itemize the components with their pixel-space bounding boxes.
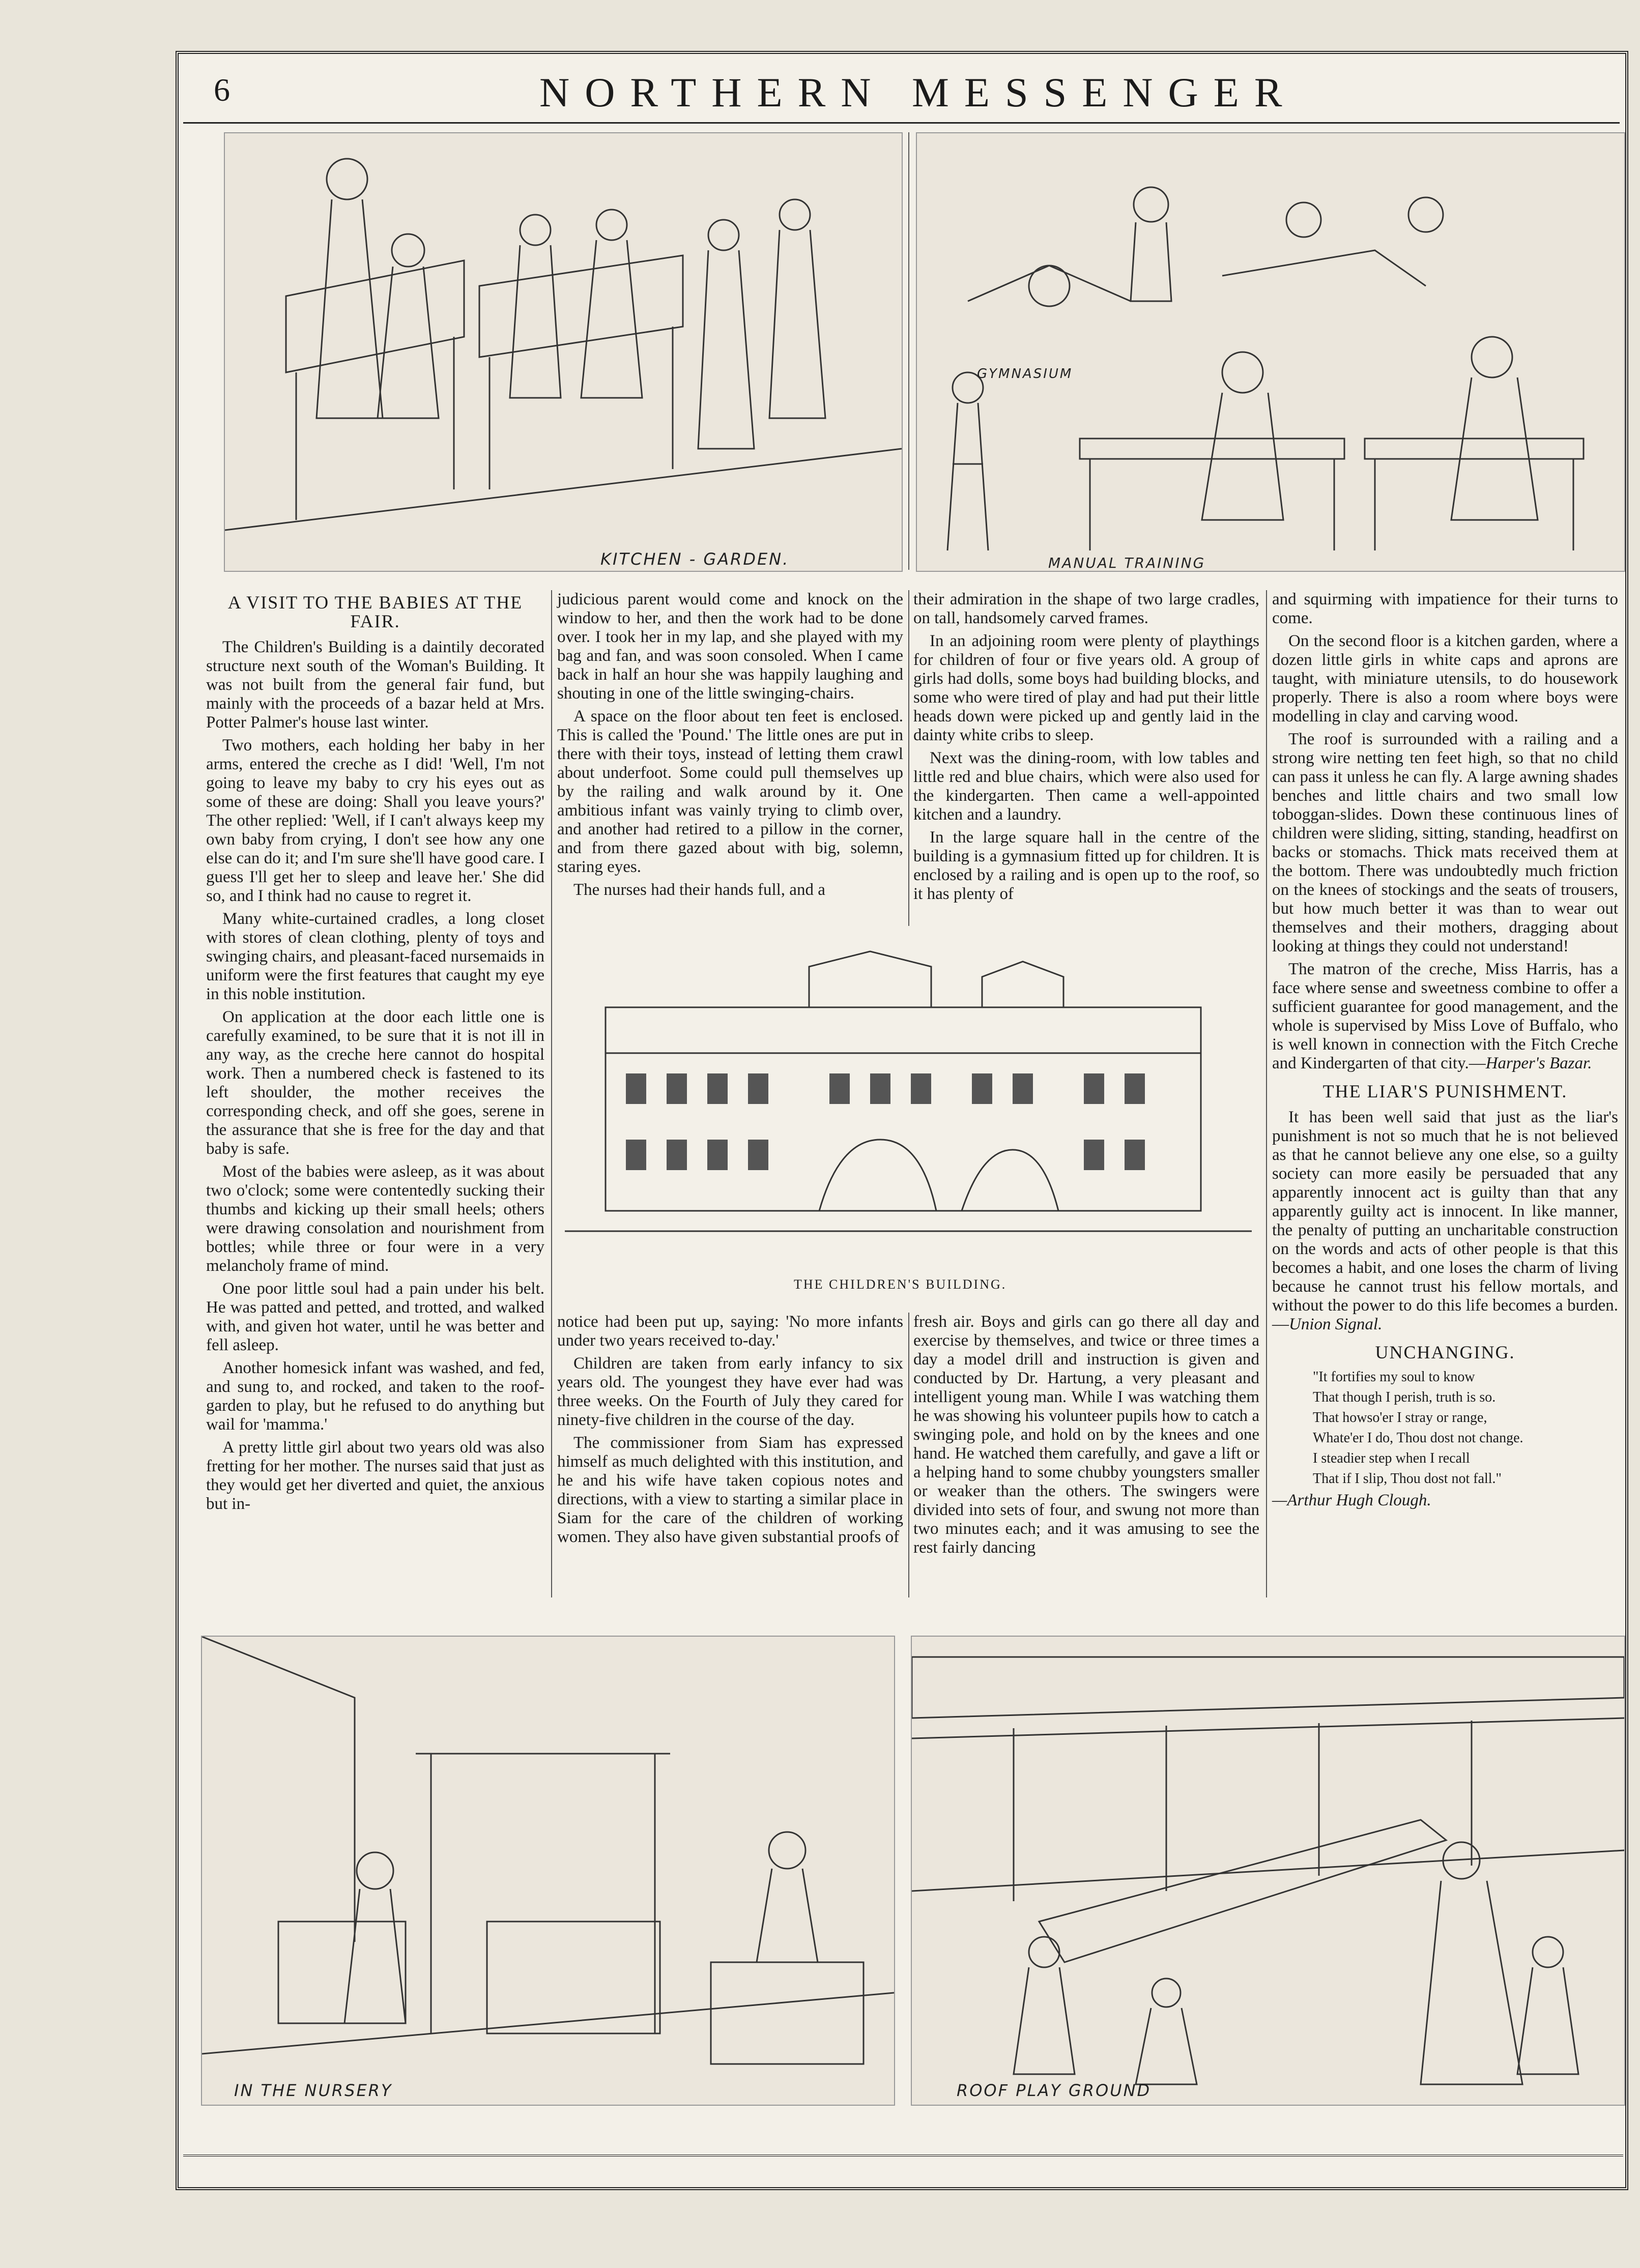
gymnasium-caption: GYMNASIUM <box>977 366 1073 382</box>
paragraph: One poor little soul had a pain under his belt. He was patted and petted, and trotted, and walked with, and given hot water, until he was better and fell asleep. <box>206 1280 544 1354</box>
top-image-divider <box>908 132 909 570</box>
article-title: A VISIT TO THE BABIES AT THE FAIR. <box>227 592 523 631</box>
source-attribution: Harper's Bazar. <box>1485 1054 1592 1072</box>
paragraph: Two mothers, each holding her baby in her arms, entered the creche as I did! 'Well, I'm not going to leave my baby to cry his eyes out as some of these are doing: Shall you leave yours?' The other replied: 'Well, if I can't always keep my own baby from crying, I don't see how any one else can do it; and I'm sure she'll have good care. I guess I'll get her to sleep and leave her.' She did so, and I think had no cause to regret it. <box>206 736 544 905</box>
paragraph: The Children's Building is a daintily decorated structure next south of the Woman's Building. It was not built from the general fair fund, but mainly with the proceeds of a bazar held at Mrs. Potter Palmer's house last winter. <box>206 638 544 732</box>
nursery-illustration <box>201 1636 895 2106</box>
article-title: UNCHANGING. <box>1375 1342 1515 1362</box>
paragraph-text: It has been well said that just as the liar's punishment is not so much that he is not believed as that he cannot believe any one else, so a guilty society can more easily be persuaded that any apparently innocent act is guilty than that any apparently guilty act is innocent. In like manner, the penalty of putting an uncharitable construction on the words and acts of other people is that this becomes a habit, and one loses the charm of living because he cannot trust his fellow mortals, and without the power to do this life becomes a burden.— <box>1272 1108 1618 1333</box>
paragraph: their admiration in the shape of two large cradles, on tall, handsomely carved frames. <box>913 590 1259 627</box>
nursery-caption: IN THE NURSERY <box>234 2081 393 2100</box>
paragraph: The commissioner from Siam has expressed himself as much delighted with this institution, and he and his wife have taken copious notes and directions, with a view to starting a similar place in Siam for the care of the children of working women. They also have given substantial proofs of <box>557 1434 903 1546</box>
paragraph: notice had been put up, saying: 'No more infants under two years received to-day.' <box>557 1313 903 1350</box>
column-3-bottom <box>913 1313 1259 1561</box>
gymnasium-manual-training-illustration <box>916 132 1625 572</box>
paragraph: Another homesick infant was washed, and fed, and sung to, and rocked, and taken to the roof-garden to play, but he refused to do anything but wail for 'mamma.' <box>206 1359 544 1434</box>
article-title: THE LIAR'S PUNISHMENT. <box>1322 1081 1568 1101</box>
paragraph: In an adjoining room were plenty of playthings for children of four or five years old. A group of girls had dolls, some boys had building blocks, and some who were tired of play and had put their little heads down were picked up and gently laid in the dainty white cribs to sleep. <box>913 632 1259 744</box>
manual-training-caption: MANUAL TRAINING <box>1048 555 1206 571</box>
paragraph: A pretty little girl about two years old was also fretting for her mother. The nurses said that just as they would get her diverted and quiet, the anxious but in- <box>206 1438 544 1513</box>
paragraph <box>1272 1108 1618 1334</box>
paragraph: A space on the floor about ten feet is enclosed. This is called the 'Pound.' The little ones are put in there with their toys, instead of letting them crawl about underfoot. Some could pull themselves up by the railing and walk around by it. One ambitious infant was vainly trying to climb over, and another had retired to a pillow in the corner, and from there gazed about with big, solemn, staring eyes. <box>557 707 903 876</box>
kitchen-garden-illustration <box>224 132 903 572</box>
paragraph: Next was the dining-room, with low tables and little red and blue chairs, which were also used for the kindergarten. Then came a well-appointed kitchen and a laundry. <box>913 749 1259 824</box>
column-2-bottom <box>557 1313 903 1551</box>
poem-line: I steadier step when I recall <box>1313 1450 1470 1466</box>
kitchen-garden-caption: KITCHEN - GARDEN. <box>600 549 790 569</box>
paragraph: Many white-curtained cradles, a long closet with stores of clean clothing, plenty of toys and swinging chairs, and pleasant-faced nursemaids in uniform were the first features that caught my eye in this noble institution. <box>206 910 544 1003</box>
header-rule <box>183 122 1620 124</box>
column-2-top <box>557 590 903 904</box>
poem-line: That though I perish, truth is so. <box>1313 1389 1496 1405</box>
paragraph: Children are taken from early infancy to six years old. The youngest they have ever had was three weeks. On the Fourth of July they cared for ninety-five children in the course of the day. <box>557 1354 903 1429</box>
paragraph: Most of the babies were asleep, as it was about two o'clock; some were contentedly sucking their thumbs and kicking up their small heels; others were drawing consolation and nourishment from bottles; while three or four were in a very melancholy frame of mind. <box>206 1162 544 1275</box>
roof-playground-illustration <box>911 1636 1625 2106</box>
paragraph: In the large square hall in the centre of the building is a gymnasium fitted up for children. It is enclosed by a railing and is open up to the roof, so it has plenty of <box>913 828 1259 903</box>
column-1 <box>206 590 544 1518</box>
source-attribution: Union Signal. <box>1289 1315 1383 1333</box>
column-4 <box>1272 590 1618 1514</box>
paragraph-text: The matron of the creche, Miss Harris, has a face where sense and sweetness combine to offer a sufficient guarantee for good management, and the whole is supervised by Miss Love of Buffalo, who is well known in connection with the Fitch Creche and Kindergarten of that city.— <box>1272 960 1618 1072</box>
childrens-building-caption: THE CHILDREN'S BUILDING. <box>794 1277 1007 1292</box>
column-3-top <box>913 590 1259 908</box>
poem-line: "It fortifies my soul to know <box>1313 1369 1475 1385</box>
masthead: NORTHERN MESSENGER <box>539 69 1298 115</box>
paragraph: judicious parent would come and knock on the window to her, and then the work had to be done over. I took her in my lap, and she played with my bag and fan, and was soon consoled. When I came back in half an hour she was happily laughing and shouting in one of the little swinging-chairs. <box>557 590 903 703</box>
paragraph: fresh air. Boys and girls can go there all day and exercise by themselves, and twice or three times a day a model drill and instruction is given and conducted by Dr. Hartung, a very pleasant and intelligent young man. While I was watching them he was showing his volunteer pupils how to catch a swinging pole, and hold on by the knees and one hand. He watched them carefully, and gave a lift or a helping hand to some chubby youngsters smaller or weaker than the others. The swingers were divided into sets of four, and swung not more than two minutes each; and it was amusing to see the rest fairly dancing <box>913 1313 1259 1557</box>
paragraph: On application at the door each little one is carefully examined, to be sure that it is not ill in any way, as the creche here cannot do hospital work. Then a numbered check is fastened to its left shoulder, the mother receives the corresponding check, and off she goes, serene in the assurance that she is free for the day and that baby is safe. <box>206 1008 544 1158</box>
column-divider <box>908 590 909 926</box>
roof-playground-caption: ROOF PLAY GROUND <box>957 2081 1152 2100</box>
bottom-rule <box>183 2155 1623 2157</box>
column-divider <box>908 1313 909 1597</box>
childrens-building-illustration <box>565 946 1252 1262</box>
column-divider <box>551 590 552 1597</box>
paragraph: The nurses had their hands full, and a <box>573 881 825 899</box>
poem-line: Whate'er I do, Thou dost not change. <box>1313 1430 1523 1446</box>
paragraph: On the second floor is a kitchen garden, where a dozen little girls in white caps and aprons are taught, with miniature utensils, to do housework properly. There is also a room where boys were modelling in clay and carving wood. <box>1272 632 1618 725</box>
page-number: 6 <box>214 72 230 108</box>
poem-line: That howso'er I stray or range, <box>1313 1410 1487 1426</box>
poem-line: That if I slip, Thou dost not fall." <box>1313 1471 1502 1487</box>
paragraph: The roof is surrounded with a railing and a strong wire netting ten feet high, so that no child can pass it unless he can fly. A large awning shades benches and little chairs and two small low toboggan-slides. Down these continuous lines of children were sliding, sitting, standing, headfirst on backs or stomachs. Thick mats received them at the bottom. There was undoubtedly much friction on the knees of stockings and the seats of trousers, but how much better it was than to wear out themselves and their mothers, dragging about looking at things they could not understand! <box>1272 730 1618 955</box>
paragraph <box>1272 960 1618 1073</box>
column-divider <box>1266 590 1267 1597</box>
poem-attribution: —Arthur Hugh Clough. <box>1272 1491 1431 1509</box>
paragraph: and squirming with impatience for their turns to come. <box>1272 590 1618 627</box>
